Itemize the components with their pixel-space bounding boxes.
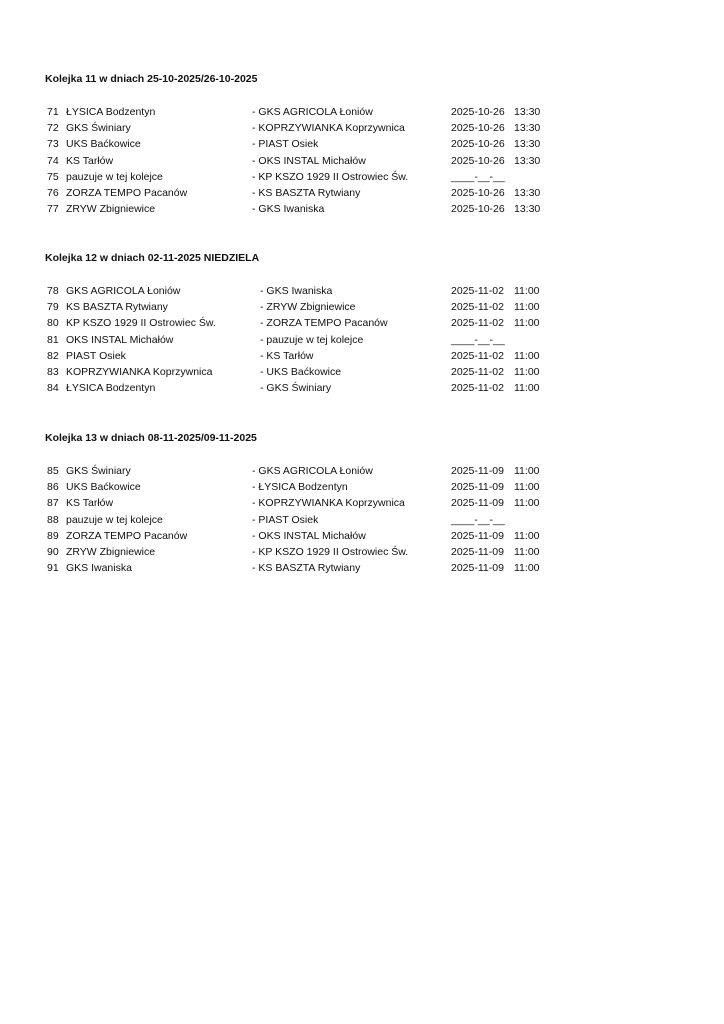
round-title: Kolejka 11 w dniach 25-10-2025/26-10-2025 <box>45 73 258 85</box>
match-row <box>0 562 724 578</box>
home-team: ZRYW Zbigniewice <box>66 545 156 558</box>
match-date: 2025-11-09 <box>451 545 504 558</box>
match-number: 88 <box>47 513 59 526</box>
home-team: KS Tarłów <box>66 154 114 167</box>
away-team: - GKS Iwaniska <box>260 285 333 297</box>
match-row <box>0 334 724 350</box>
away-team: - OKS INSTAL Michałów <box>252 154 366 167</box>
match-number: 82 <box>47 349 59 362</box>
match-row <box>0 301 724 317</box>
match-time: 13:30 <box>514 138 541 151</box>
match-date: 2025-11-02 <box>451 382 504 395</box>
match-date: 2025-11-02 <box>451 365 504 378</box>
match-row <box>0 122 724 138</box>
match-time: 11:00 <box>514 481 540 494</box>
away-team: - GKS Świniary <box>260 382 332 395</box>
match-time: 13:30 <box>514 154 541 167</box>
match-date: 2025-11-09 <box>451 481 504 494</box>
home-team: ZORZA TEMPO Pacanów <box>66 186 188 199</box>
match-date: 2025-10-26 <box>451 106 505 118</box>
home-team: ZRYW Zbigniewice <box>66 203 156 216</box>
home-team: UKS Baćkowice <box>66 481 141 494</box>
match-row <box>0 481 724 497</box>
match-row <box>0 138 724 154</box>
match-number: 72 <box>47 122 59 135</box>
match-date: 2025-11-09 <box>451 497 504 510</box>
match-date: 2025-11-02 <box>451 301 504 314</box>
match-number: 76 <box>47 186 59 199</box>
away-team: - ŁYSICA Bodzentyn <box>252 481 348 494</box>
match-number: 91 <box>47 562 59 575</box>
home-team: pauzuje w tej kolejce <box>66 170 163 183</box>
match-number: 89 <box>47 529 59 542</box>
match-date: 2025-10-26 <box>451 154 505 167</box>
match-time: 13:30 <box>514 186 541 199</box>
match-row <box>0 465 724 481</box>
match-row <box>0 497 724 513</box>
home-team: ŁYSICA Bodzentyn <box>66 382 156 395</box>
match-date: 2025-11-02 <box>451 317 504 330</box>
away-team: - PIAST Osiek <box>252 138 319 151</box>
home-team: PIAST Osiek <box>66 349 126 362</box>
match-row <box>0 106 724 122</box>
match-time: 11:00 <box>514 529 540 542</box>
match-number: 83 <box>47 365 59 378</box>
round-title: Kolejka 12 w dniach 02-11-2025 NIEDZIELA <box>45 252 260 264</box>
match-date: 2025-10-26 <box>451 122 505 135</box>
match-row <box>0 366 724 382</box>
match-date: 2025-10-26 <box>451 203 505 216</box>
match-row <box>0 382 724 398</box>
match-time: 13:30 <box>514 106 541 118</box>
match-list <box>0 465 724 578</box>
away-team: - ZORZA TEMPO Pacanów <box>260 317 388 330</box>
home-team: KS BASZTA Rytwiany <box>66 301 168 314</box>
match-date: 2025-11-09 <box>451 465 504 477</box>
match-row <box>0 187 724 203</box>
home-team: KOPRZYWIANKA Koprzywnica <box>66 365 213 378</box>
match-number: 80 <box>47 317 59 330</box>
match-time: 11:00 <box>514 365 540 378</box>
match-date: 2025-10-26 <box>451 186 505 199</box>
match-time: 11:00 <box>514 285 540 297</box>
away-team: - KOPRZYWIANKA Koprzywnica <box>252 497 405 510</box>
match-list <box>0 285 724 398</box>
home-team: GKS Iwaniska <box>66 562 132 575</box>
home-team: GKS AGRICOLA Łoniów <box>66 285 181 297</box>
match-date: 2025-11-09 <box>451 562 504 575</box>
away-team: - KS Tarłów <box>260 349 314 362</box>
match-row <box>0 350 724 366</box>
match-date: 2025-10-26 <box>451 138 505 151</box>
match-time: 11:00 <box>514 349 540 362</box>
match-number: 71 <box>47 106 59 118</box>
home-team: GKS Świniary <box>66 122 131 135</box>
away-team: - GKS Iwaniska <box>252 203 325 216</box>
match-time: 11:00 <box>514 317 540 330</box>
match-row <box>0 203 724 219</box>
match-row <box>0 317 724 333</box>
home-team: pauzuje w tej kolejce <box>66 513 163 526</box>
away-team: - KS BASZTA Rytwiany <box>252 562 361 575</box>
match-row <box>0 155 724 171</box>
home-team: ŁYSICA Bodzentyn <box>66 106 156 118</box>
match-number: 78 <box>47 285 59 297</box>
match-number: 73 <box>47 138 59 151</box>
away-team: - OKS INSTAL Michałów <box>252 529 366 542</box>
away-team: - pauzuje w tej kolejce <box>260 333 364 346</box>
match-date: ____-__-__ <box>451 170 505 183</box>
away-team: - ZRYW Zbigniewice <box>260 301 356 314</box>
home-team: GKS Świniary <box>66 465 131 477</box>
match-number: 85 <box>47 465 59 477</box>
match-number: 87 <box>47 497 59 510</box>
match-number: 81 <box>47 333 59 346</box>
match-time: 11:00 <box>514 497 540 510</box>
match-row <box>0 546 724 562</box>
away-team: - GKS AGRICOLA Łoniów <box>252 106 373 118</box>
match-row <box>0 530 724 546</box>
match-number: 79 <box>47 301 59 314</box>
match-time: 13:30 <box>514 203 541 216</box>
match-time: 11:00 <box>514 545 540 558</box>
match-number: 84 <box>47 382 59 395</box>
match-time: 11:00 <box>514 301 540 314</box>
away-team: - KOPRZYWIANKA Koprzywnica <box>252 122 405 135</box>
away-team: - PIAST Osiek <box>252 513 319 526</box>
match-row <box>0 285 724 301</box>
match-date: ____-__-__ <box>451 333 505 346</box>
away-team: - KS BASZTA Rytwiany <box>252 186 361 199</box>
match-date: 2025-11-02 <box>451 285 504 297</box>
match-time: 11:00 <box>514 465 540 477</box>
match-date: 2025-11-02 <box>451 349 504 362</box>
match-row <box>0 171 724 187</box>
away-team: - KP KSZO 1929 II Ostrowiec Św. <box>252 545 409 558</box>
away-team: - GKS AGRICOLA Łoniów <box>252 465 373 477</box>
match-row <box>0 514 724 530</box>
away-team: - UKS Baćkowice <box>260 365 342 378</box>
match-list <box>0 106 724 219</box>
match-number: 86 <box>47 481 59 494</box>
match-time: 13:30 <box>514 122 541 135</box>
match-time: 11:00 <box>514 562 540 575</box>
home-team: OKS INSTAL Michałów <box>66 333 174 346</box>
home-team: KS Tarłów <box>66 497 114 510</box>
match-time: 11:00 <box>514 382 540 395</box>
round-title: Kolejka 13 w dniach 08-11-2025/09-11-2025 <box>45 432 257 444</box>
match-number: 75 <box>47 170 59 183</box>
match-date: 2025-11-09 <box>451 529 504 542</box>
match-number: 74 <box>47 154 59 167</box>
match-number: 90 <box>47 545 59 558</box>
home-team: KP KSZO 1929 II Ostrowiec Św. <box>66 317 216 330</box>
match-number: 77 <box>47 203 59 216</box>
home-team: ZORZA TEMPO Pacanów <box>66 529 188 542</box>
match-date: ____-__-__ <box>451 513 505 526</box>
away-team: - KP KSZO 1929 II Ostrowiec Św. <box>252 170 409 183</box>
home-team: UKS Baćkowice <box>66 138 141 151</box>
